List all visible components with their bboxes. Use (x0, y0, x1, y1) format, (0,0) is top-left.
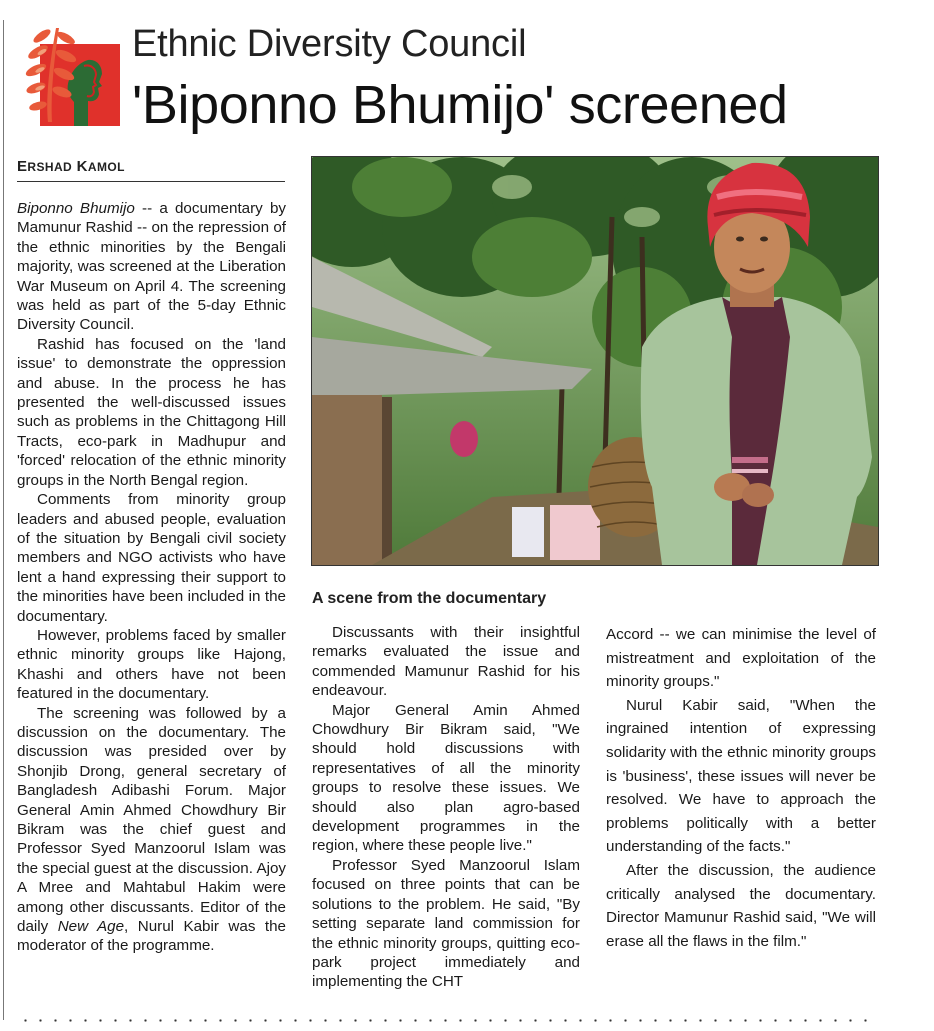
photo-caption: A scene from the documentary (312, 590, 547, 607)
byline-first-initial: E (17, 158, 28, 175)
paragraph (17, 199, 286, 335)
page-left-rule (3, 20, 4, 1020)
paragraph: Nurul Kabir said, "When the ingrained intention of expressing solidarity with the ethnic minority groups is 'business', these issues will never be resolved. We have to approach the problems politically with a better understanding of the facts." (606, 696, 876, 856)
documentary-photo (311, 156, 879, 566)
byline-last-rest: AMOL (87, 160, 125, 174)
newspaper-name: New Age (57, 918, 125, 936)
article-column-2 (312, 623, 580, 992)
paragraph: Discussants with their insightful remarks evaluated the issue and commended Mamunur Rashid for his endeavour. (312, 624, 580, 700)
paragraph: Professor Syed Manzoorul Islam focused on three points that can be solutions to the problem. He said, "By setting separate land commission for the ethnic minority groups, quitting eco-park project immediately and implementing the CHT (312, 856, 580, 991)
article-column-3 (606, 623, 876, 953)
section-logo (16, 22, 120, 126)
byline-last-initial: K (76, 158, 88, 175)
paragraph: However, problems faced by smaller ethnic minority groups like Hajong, Khashi and others have not been featured in the documentary. (17, 626, 286, 703)
paragraph: Major General Amin Ahmed Chowdhury Bir Bikram said, "We should hold discussions with representatives of all the minority groups to resolve these issues. We should also plan agro-based development programmes in the region, where these people live." (312, 701, 580, 855)
byline (17, 158, 285, 182)
paragraph: Accord -- we can minimise the level of mistreatment and exploitation of the minority groups." (606, 626, 876, 691)
paragraph-text: -- a documentary by Mamunur Rashid -- on the repression of the ethnic minorities by the Bengali majority, was screened at the Liberation War Museum on April 4. The screening was held as part of the 5-day Ethnic Diversity Council. (17, 200, 287, 334)
byline-first-rest: RSHAD (27, 160, 73, 174)
paragraph: After the discussion, the audience critically analysed the documentary. Director Mamunur Rashid said, "We will erase all the flaws in the film." (606, 861, 876, 950)
section-kicker: Ethnic Diversity Council (132, 23, 527, 65)
paragraph-text: , Nurul Kabir was the moderator of the programme. (17, 918, 286, 955)
paragraph (17, 704, 286, 956)
headline: 'Biponno Bhumijo' screened (132, 75, 788, 135)
paragraph: Comments from minority group leaders and abused people, evaluation of the situation by Bengali civil society members and NGO activists who have lent a hand expressing their support to the minorities have been included in the documentary. (17, 491, 286, 625)
documentary-title: Biponno Bhumijo (17, 200, 135, 217)
paragraph-text: The screening was followed by a discussion on the documentary. The discussion was presided over by Shonjib Drong, general secretary of Bangladesh Adibashi Forum. Major General Amin Ahmed Chowdhury Bir Bikram was the chief guest and Professor Syed Manzoorul Islam was the special guest at the discussion. Ajoy A Mree and Mahtabul Hakim were among other discussants. Editor of the daily (17, 704, 286, 936)
article-column-1 (17, 199, 286, 956)
dotted-separator (18, 1019, 878, 1022)
paragraph: Rashid has focused on the 'land issue' to demonstrate the oppression and abuse. In the process he has presented the well-discussed issues such as problems in the Chittagong Hill Tracts, eco-park in Madhupur and 'forced' relocation of the ethnic minority groups in the North Bengal region. (17, 335, 286, 489)
